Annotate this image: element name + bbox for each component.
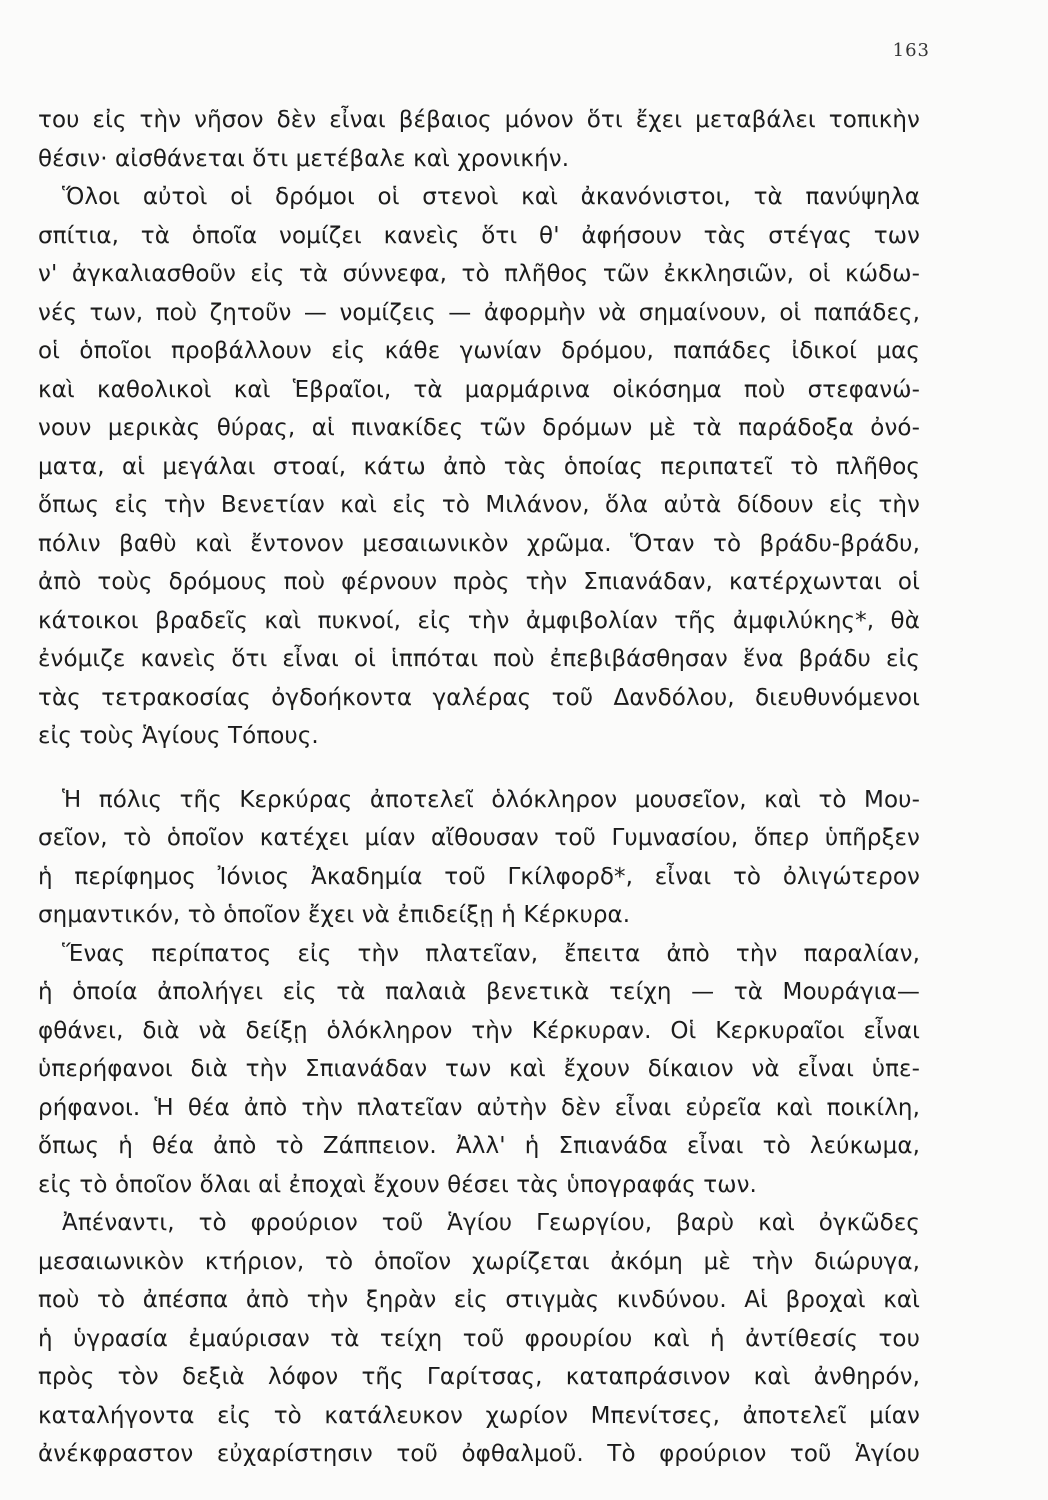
text-line: εἰς τοὺς Ἁγίους Τόπους.	[38, 723, 319, 749]
paragraph	[38, 781, 920, 935]
text-line: θέσιν· αἰσθάνεται ὅτι μετέβαλε καὶ χρονικήν.	[38, 145, 570, 172]
body-text	[38, 101, 920, 1474]
text-line: φθάνει, διὰ νὰ δείξῃ ὁλόκληρον τὴν Κέρκυραν. Οἱ Κερκυραῖοι εἶναι	[38, 1017, 920, 1044]
text-line: ποὺ τὸ ἀπέσπα ἀπὸ τὴν ξηρὰν εἰς στιγμὰς κινδύνου. Αἱ βροχαὶ καὶ	[38, 1287, 920, 1313]
text-line: ἀνέκφραστον εὐχαρίστησιν τοῦ ὀφθαλμοῦ. Τὸ φρούριον τοῦ Ἁγίου	[38, 1441, 920, 1467]
text-line: καταλήγοντα εἰς τὸ κατάλευκον χωρίον Μπενίτσες, ἀποτελεῖ μίαν	[38, 1402, 920, 1429]
text-line: ματα, αἱ μεγάλαι στοαί, κάτω ἀπὸ τὰς ὁποίας περιπατεῖ τὸ πλῆθος	[38, 453, 920, 480]
text-line: οἱ ὁποῖοι προβάλλουν εἰς κάθε γωνίαν δρόμου, παπάδες ἰδικοί μας	[38, 338, 920, 364]
text-line: ὑπερήφανοι διὰ τὴν Σπιανάδαν των καὶ ἔχουν δίκαιον νὰ εἶναι ὑπε-	[38, 1056, 920, 1082]
text-line: ὅπως εἰς τὴν Βενετίαν καὶ εἰς τὸ Μιλάνον, ὅλα αὐτὰ δίδουν εἰς τὴν	[38, 492, 920, 518]
text-line: εἰς τὸ ὁποῖον ὅλαι αἱ ἐποχαὶ ἔχουν θέσει τὰς ὑπογραφάς των.	[38, 1171, 757, 1198]
text-line: ν' ἀγκαλιασθοῦν εἰς τὰ σύννεφα, τὸ πλῆθος τῶν ἐκκλησιῶν, οἱ κώδω-	[38, 261, 920, 287]
paragraph	[38, 178, 920, 756]
text-line: ὅπως ἡ θέα ἀπὸ τὸ Ζάππειον. Ἀλλ' ἡ Σπιανάδα εἶναι τὸ λεύκωμα,	[38, 1133, 920, 1159]
paragraph-spacer	[38, 756, 920, 781]
page-number: 163	[892, 40, 930, 61]
text-line: Ἡ πόλις τῆς Κερκύρας ἀποτελεῖ ὁλόκληρον μουσεῖον, καὶ τὸ Μου-	[62, 786, 920, 813]
text-line: Ἕνας περίπατος εἰς τὴν πλατεῖαν, ἔπειτα ἀπὸ τὴν παραλίαν,	[62, 940, 920, 967]
text-line: ἡ περίφημος Ἰόνιος Ἀκαδημία τοῦ Γκίλφορδ*, εἶναι τὸ ὀλιγώτερον	[38, 863, 920, 890]
text-line: τὰς τετρακοσίας ὀγδοήκοντα γαλέρας τοῦ Δανδόλου, διευθυνόμενοι	[38, 684, 920, 711]
text-line: του εἰς τὴν νῆσον δὲν εἶναι βέβαιος μόνον ὅτι ἔχει μεταβάλει τοπικὴν	[38, 107, 920, 133]
text-line: ρήφανοι. Ἡ θέα ἀπὸ τὴν πλατεῖαν αὐτὴν δὲν εἶναι εὐρεῖα καὶ ποικίλη,	[38, 1094, 920, 1121]
text-line: ἡ ὑγρασία ἐμαύρισαν τὰ τείχη τοῦ φρουρίου καὶ ἡ ἀντίθεσίς του	[38, 1325, 920, 1352]
text-line: ἐνόμιζε κανεὶς ὅτι εἶναι οἱ ἱππόται ποὺ ἐπεβιβάσθησαν ἕνα βράδυ εἰς	[38, 646, 920, 672]
text-line: καὶ καθολικοὶ καὶ Ἑβραῖοι, τὰ μαρμάρινα οἰκόσημα ποὺ στεφανώ-	[38, 376, 920, 403]
text-line: ἀπὸ τοὺς δρόμους ποὺ φέρνουν πρὸς τὴν Σπιανάδαν, κατέρχωνται οἱ	[38, 569, 920, 595]
text-line: σημαντικόν, τὸ ὁποῖον ἔχει νὰ ἐπιδείξῃ ἡ Κέρκυρα.	[38, 902, 631, 928]
paragraph	[38, 1204, 920, 1474]
text-line: ἡ ὁποία ἀπολήγει εἰς τὰ παλαιὰ βενετικὰ τείχη — τὰ Μουράγια—	[38, 979, 920, 1005]
paragraph	[38, 935, 920, 1205]
text-line: νές των, ποὺ ζητοῦν — νομίζεις — ἀφορμὴν νὰ σημαίνουν, οἱ παπάδες,	[38, 299, 920, 326]
paragraph	[38, 101, 920, 178]
text-line: πόλιν βαθὺ καὶ ἔντονον μεσαιωνικὸν χρῶμα. Ὅταν τὸ βράδυ-βράδυ,	[38, 530, 920, 557]
text-line: μεσαιωνικὸν κτήριον, τὸ ὁποῖον χωρίζεται ἀκόμη μὲ τὴν διώρυγα,	[38, 1248, 920, 1275]
text-line: σπίτια, τὰ ὁποῖα νομίζει κανεὶς ὅτι θ' ἀφήσουν τὰς στέγας των	[38, 222, 920, 249]
text-line: Ὅλοι αὐτοὶ οἱ δρόμοι οἱ στενοὶ καὶ ἀκανόνιστοι, τὰ πανύψηλα	[62, 184, 920, 210]
text-line: σεῖον, τὸ ὁποῖον κατέχει μίαν αἴθουσαν τοῦ Γυμνασίου, ὅπερ ὑπῆρξεν	[38, 825, 920, 851]
text-line: πρὸς τὸν δεξιὰ λόφον τῆς Γαρίτσας, καταπράσινον καὶ ἀνθηρόν,	[38, 1364, 920, 1390]
text-line: κάτοικοι βραδεῖς καὶ πυκνοί, εἰς τὴν ἀμφιβολίαν τῆς ἀμφιλύκης*, θὰ	[38, 607, 920, 634]
text-line: νουν μερικὰς θύρας, αἱ πινακίδες τῶν δρόμων μὲ τὰ παράδοξα ὀνό-	[38, 415, 920, 441]
text-line: Ἀπέναντι, τὸ φρούριον τοῦ Ἁγίου Γεωργίου, βαρὺ καὶ ὀγκῶδες	[62, 1210, 920, 1236]
